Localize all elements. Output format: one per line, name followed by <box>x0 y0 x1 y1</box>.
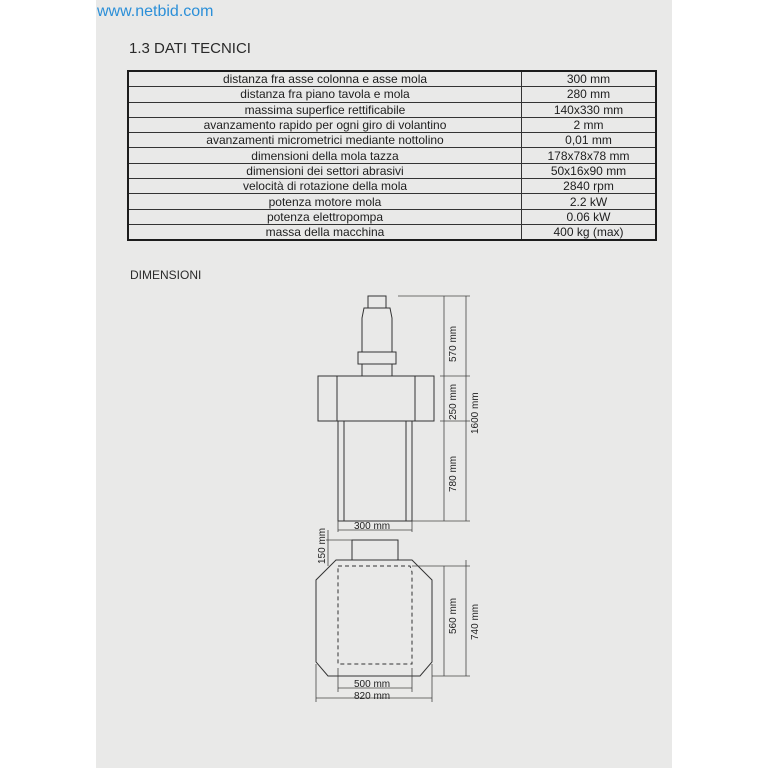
section-title: 1.3 DATI TECNICI <box>129 40 251 57</box>
grinding-head <box>318 376 434 421</box>
spec-parameter: avanzamento rapido per ogni giro di volantino <box>128 117 522 132</box>
dim-outer-depth: 740 mm <box>470 603 481 640</box>
plan-column <box>352 540 398 560</box>
column <box>338 421 412 521</box>
spec-parameter: distanza fra asse colonna e asse mola <box>128 71 522 87</box>
dim-outer-width: 820 mm <box>354 691 391 702</box>
spec-parameter: dimensioni dei settori abrasivi <box>128 163 522 178</box>
dim-head-height: 250 mm <box>448 383 459 420</box>
spec-parameter: massa della macchina <box>128 224 522 240</box>
spec-value: 0.06 kW <box>522 209 657 224</box>
spec-parameter: potenza elettropompa <box>128 209 522 224</box>
spec-value: 0,01 mm <box>522 133 657 148</box>
motor-body <box>362 308 392 352</box>
dim-inner-depth: 560 mm <box>448 597 459 634</box>
dim-total-height: 1600 mm <box>470 392 481 434</box>
motor-flange <box>358 352 396 364</box>
spec-parameter: massima superfice rettificabile <box>128 102 522 117</box>
dimension-lines <box>316 296 470 702</box>
spec-value: 2.2 kW <box>522 194 657 209</box>
spec-value: 178x78x78 mm <box>522 148 657 163</box>
plan-table-outline <box>338 566 412 664</box>
dimensions-title: DIMENSIONI <box>130 268 202 282</box>
spec-value: 280 mm <box>522 87 657 102</box>
dim-top-offset: 150 mm <box>317 527 328 564</box>
motor-base <box>362 364 392 376</box>
dim-column-height: 780 mm <box>448 455 459 492</box>
dim-inner-width: 500 mm <box>354 679 391 690</box>
spec-parameter: dimensioni della mola tazza <box>128 148 522 163</box>
spec-value: 2 mm <box>522 117 657 132</box>
spec-parameter: potenza motore mola <box>128 194 522 209</box>
spec-parameter: distanza fra piano tavola e mola <box>128 87 522 102</box>
spec-value: 50x16x90 mm <box>522 163 657 178</box>
spec-parameter: avanzamenti micrometrici mediante nottolino <box>128 133 522 148</box>
dim-column-width: 300 mm <box>354 521 391 532</box>
motor-cap <box>368 296 386 308</box>
machine-front-view <box>318 296 434 521</box>
dim-motor-height: 570 mm <box>448 325 459 362</box>
spec-value: 2840 rpm <box>522 179 657 194</box>
spec-value: 300 mm <box>522 71 657 87</box>
plan-base <box>316 560 432 676</box>
spec-value: 140x330 mm <box>522 102 657 117</box>
spec-parameter: velocità di rotazione della mola <box>128 179 522 194</box>
machine-plan-view <box>316 540 432 676</box>
spec-value: 400 kg (max) <box>522 224 657 240</box>
watermark: www.netbid.com <box>97 3 214 20</box>
